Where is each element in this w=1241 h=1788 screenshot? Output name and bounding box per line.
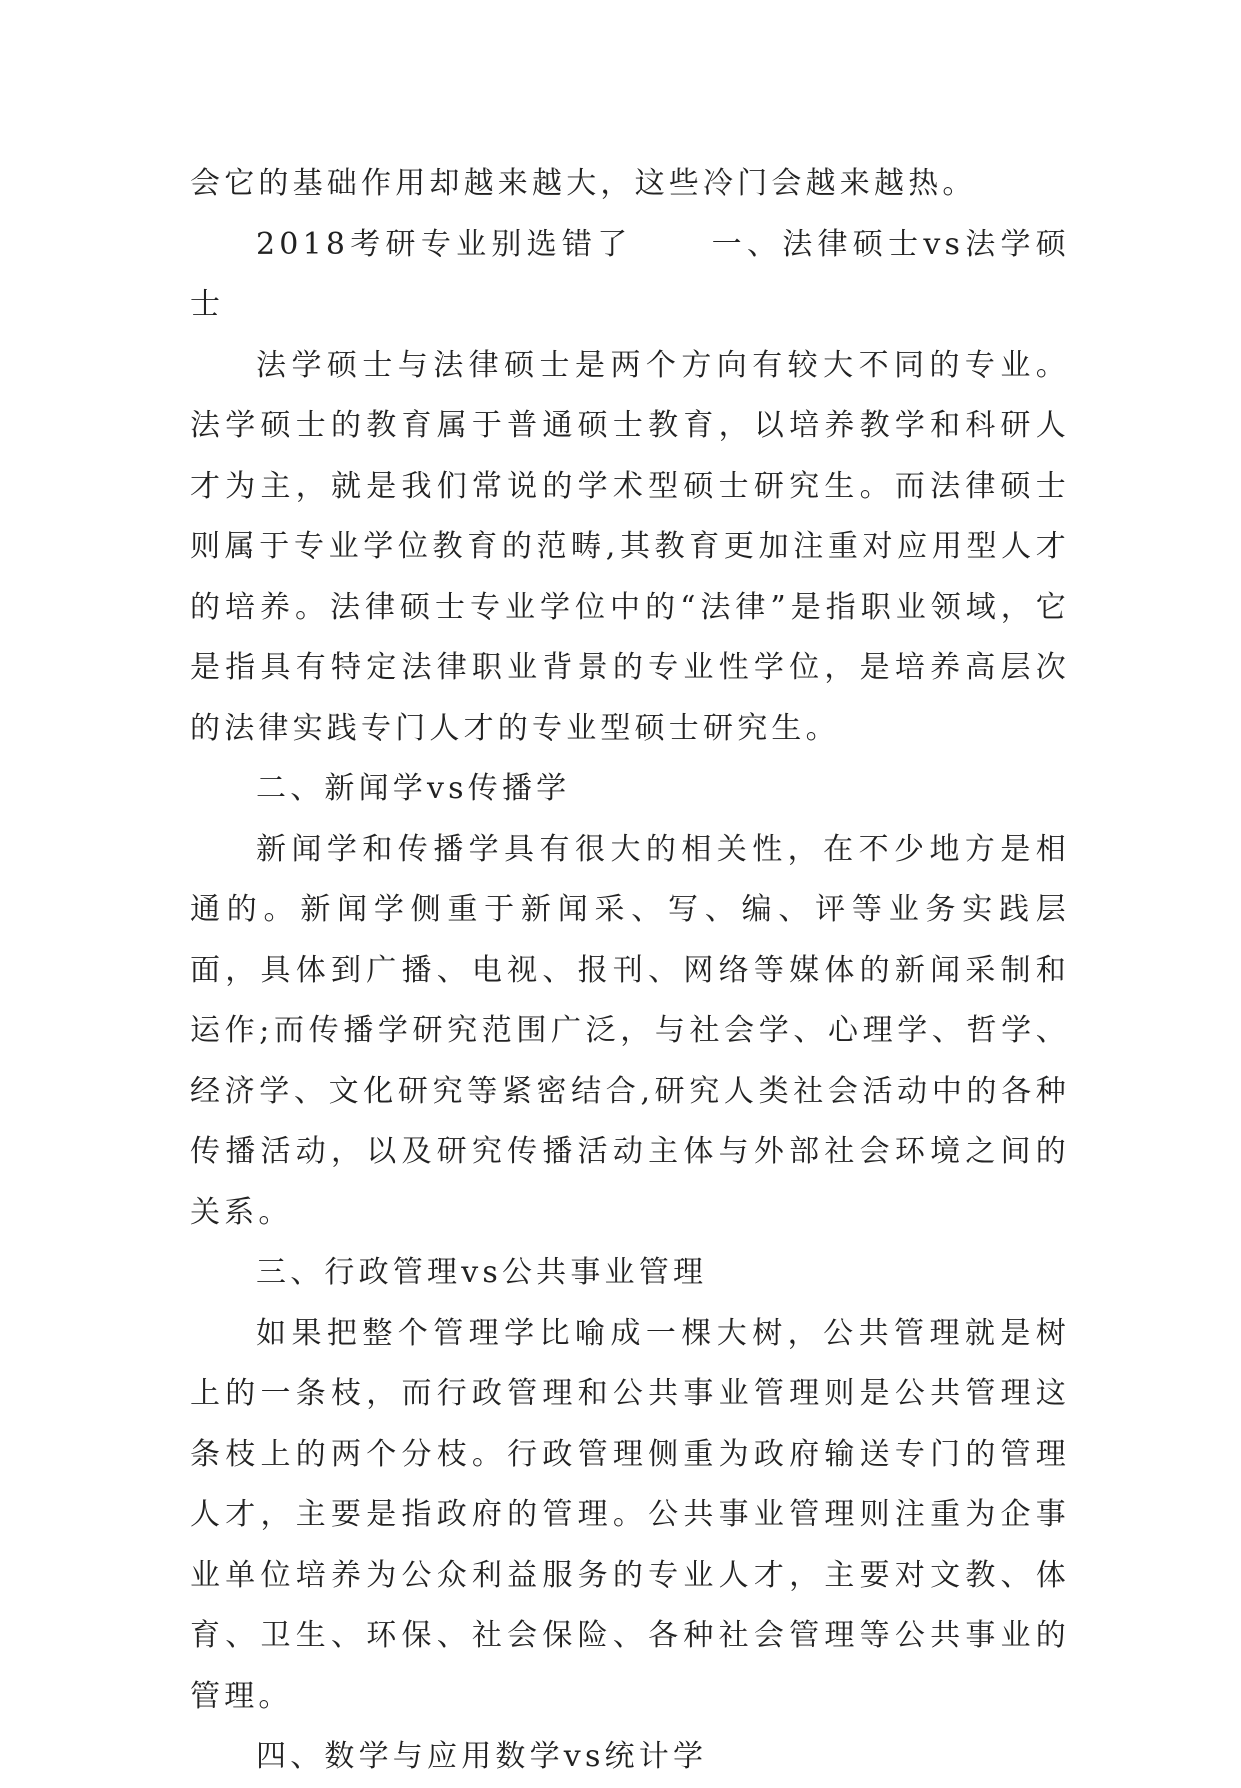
section-heading-3: 三、行政管理vs公共事业管理 bbox=[256, 1255, 708, 1290]
paragraph-management: 如果把整个管理学比喻成一棵大树，公共管理就是树上的一条枝，而行政管理和公共事业管理则是公共管理这条枝上的两个分枝。行政管理侧重为政府输送专门的管理人才，主要是指政府的管理。公共事业管理则注重为企事业单位培养为公众利益服务的专业人才，主要对文教、体育、卫生、环保、社会保险、各种社会管理等公共事业的管理。 bbox=[190, 1315, 1070, 1714]
paragraph-law: 法学硕士与法律硕士是两个方向有较大不同的专业。法学硕士的教育属于普通硕士教育，以培养教学和科研人才为主，就是我们常说的学术型硕士研究生。而法律硕士则属于专业学位教育的范畴,其教育更加注重对应用型人才的培养。法律硕士专业学位中的“法律”是指职业领域，它是指具有特定法律职业背景的专业性学位，是培养高层次的法律实践专门人才的专业型硕士研究生。 bbox=[190, 347, 1070, 746]
paragraph-continuation: 会它的基础作用却越来越大，这些冷门会越来越热。 bbox=[190, 166, 977, 201]
section-heading-4: 四、数学与应用数学vs统计学 bbox=[256, 1739, 708, 1774]
section-heading-2: 二、新闻学vs传播学 bbox=[256, 771, 571, 806]
section-heading-1: 一、法律硕士vs法学硕士 bbox=[190, 226, 1071, 322]
title-line bbox=[190, 215, 1070, 336]
document-body bbox=[190, 154, 1070, 1788]
article-title: 2018考研专业别选错了 bbox=[256, 226, 633, 262]
paragraph-journalism: 新闻学和传播学具有很大的相关性，在不少地方是相通的。新闻学侧重于新闻采、写、编、评等业务实践层面，具体到广播、电视、报刊、网络等媒体的新闻采制和运作;而传播学研究范围广泛，与社会学、心理学、哲学、经济学、文化研究等紧密结合,研究人类社会活动中的各种传播活动，以及研究传播活动主体与外部社会环境之间的关系。 bbox=[190, 831, 1070, 1230]
